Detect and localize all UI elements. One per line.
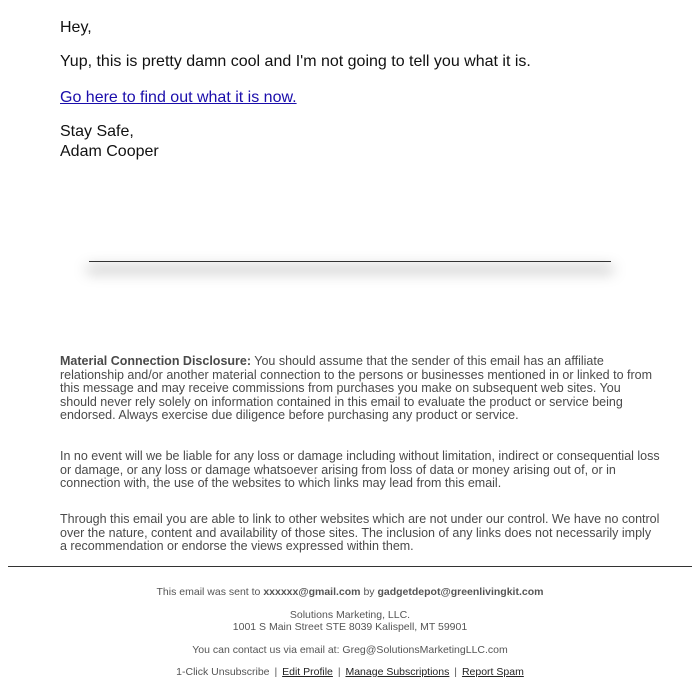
disclosure-text: You should assume that the sender of this email has an affiliate relationship and/or another material connection to the persons or businesses mentioned in or linked to from this message and may receive commissions from purchases you make on subsequent web sites. You should never rely solely on information contained in this email to evaluate the product or service being endorsed. Always exercise due diligence before purchasing any product or service. (60, 354, 653, 423)
sent-to-prefix: This email was sent to (156, 586, 264, 598)
report-spam-link[interactable]: Report Spam (461, 666, 524, 678)
signoff-text: Stay Safe, (60, 123, 134, 140)
signoff-block (60, 122, 660, 162)
unsubscribe-text: 1-Click Unsubscribe (176, 666, 270, 678)
greeting-text: Hey, (60, 19, 92, 36)
sent-to-line (0, 586, 700, 598)
company-address: 1001 S Main Street STE 8039 Kalispell, MT 59901 (232, 621, 468, 633)
link-separator: | (337, 666, 341, 678)
shadow-divider (89, 261, 611, 262)
external-links-text: Through this email you are able to link to other websites which are not under our control. We have no control over the nature, content and availability of those sites. The inclusion of any links does not necessarily imply a recommendation or endorse the views expressed within them. (60, 512, 660, 554)
sender-email: gadgetdepot@greenlivingkit.com (377, 586, 544, 598)
recipient-email: xxxxxx@gmail.com (263, 586, 361, 598)
sender-name: Adam Cooper (60, 143, 159, 160)
company-name: Solutions Marketing, LLC. (289, 609, 411, 621)
manage-subscriptions-link[interactable]: Manage Subscriptions (345, 666, 450, 678)
disclosure-label: Material Connection Disclosure: (60, 354, 252, 368)
sent-by-text: by (360, 586, 378, 598)
link-separator: | (454, 666, 458, 678)
material-disclosure (60, 355, 660, 423)
footer-links (0, 666, 700, 678)
intro-text: Yup, this is pretty damn cool and I'm not going to tell you what it is. (60, 53, 531, 70)
contact-line: You can contact us via email at: Greg@SolutionsMarketingLLC.com (192, 644, 508, 656)
edit-profile-link[interactable]: Edit Profile (282, 666, 333, 678)
footer-divider (8, 566, 692, 567)
link-separator: | (274, 666, 278, 678)
liability-text: In no event will we be liable for any loss or damage including without limitation, indirect or consequential loss or damage, or any loss or damage whatsoever arising from loss of data or money arising out of, or in connection with, the use of the websites to which links may lead from this email. (60, 449, 660, 491)
find-out-link[interactable]: Go here to find out what it is now. (60, 89, 297, 106)
